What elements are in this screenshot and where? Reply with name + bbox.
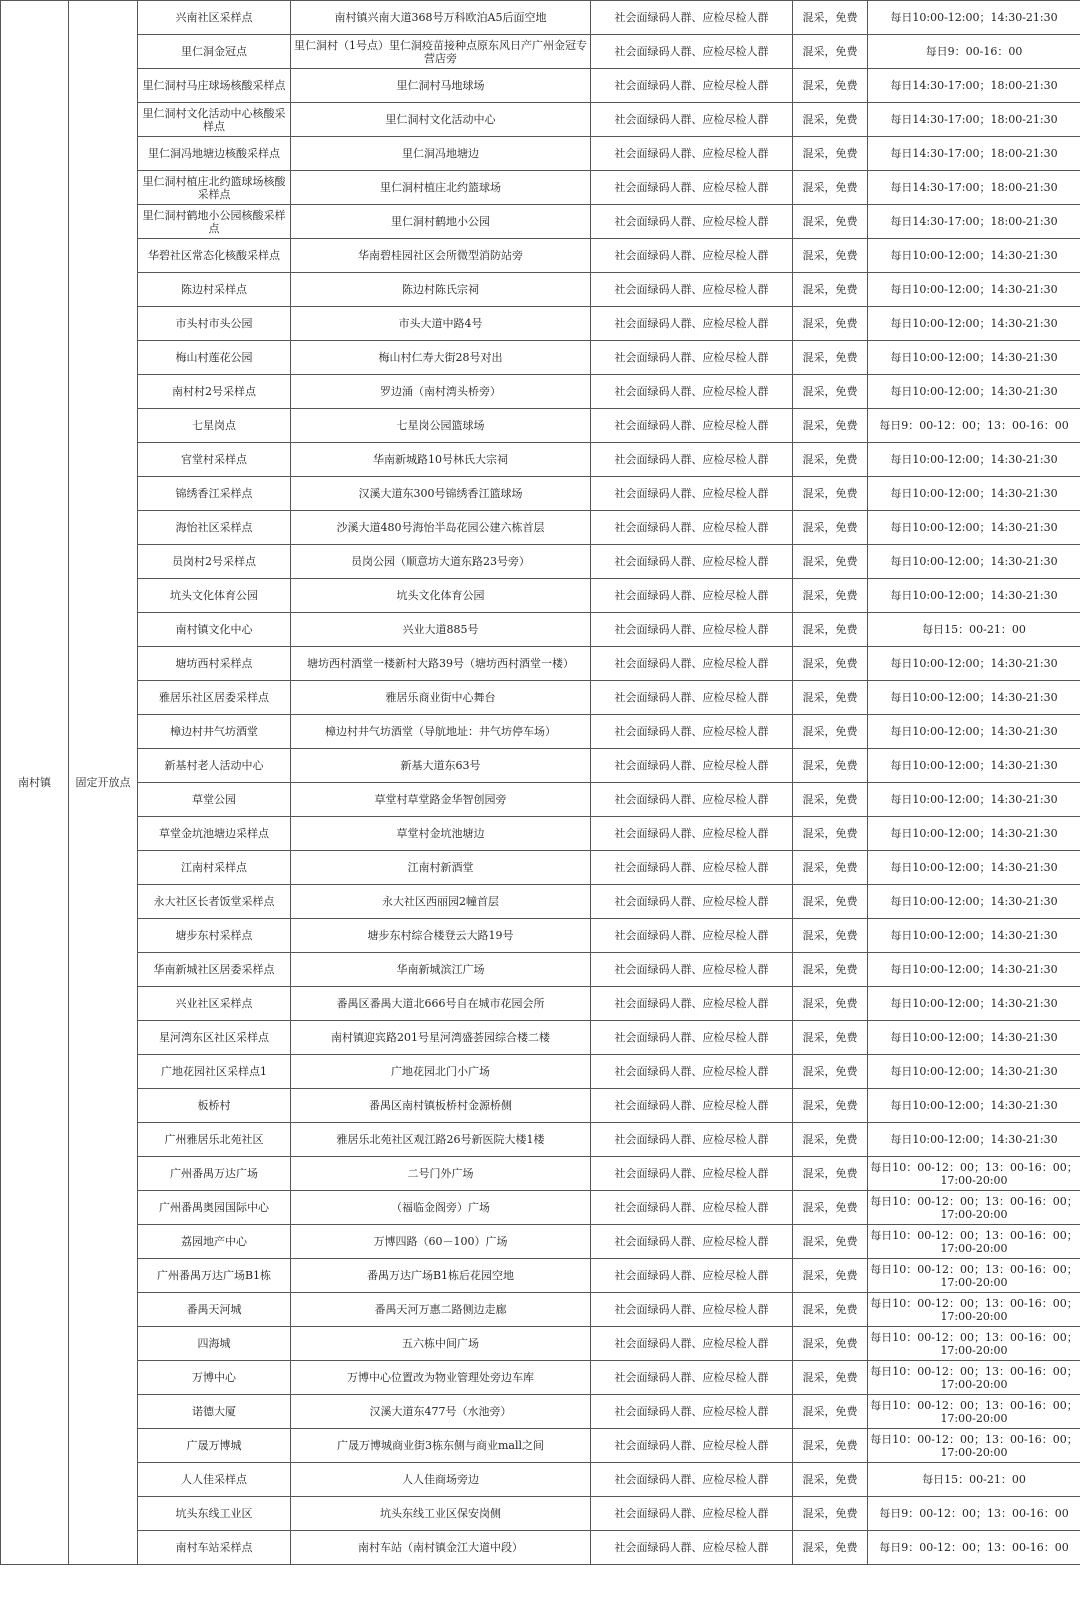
table-row xyxy=(1,1089,1080,1123)
table-row xyxy=(1,1463,1080,1497)
site-address-cell: 草堂村草堂路金华智创园旁 xyxy=(291,783,591,817)
target-crowd-cell: 社会面绿码人群、应检尽检人群 xyxy=(591,1,793,35)
opening-hours-cell: 每日10:00-12:00；14:30-21:30 xyxy=(868,239,1080,273)
site-address-cell: 永大社区西丽园2幢首层 xyxy=(291,885,591,919)
site-address-cell: 里仁洞冯地塘边 xyxy=(291,137,591,171)
target-crowd-cell: 社会面绿码人群、应检尽检人群 xyxy=(591,953,793,987)
sampling-method-cell: 混采，免费 xyxy=(793,987,868,1021)
target-crowd-cell: 社会面绿码人群、应检尽检人群 xyxy=(591,1225,793,1259)
site-name-cell: 广地花园社区采样点1 xyxy=(138,1055,291,1089)
site-name-cell: 里仁洞村马庄球场核酸采样点 xyxy=(138,69,291,103)
target-crowd-cell: 社会面绿码人群、应检尽检人群 xyxy=(591,477,793,511)
table-row xyxy=(1,1497,1080,1531)
opening-hours-cell: 每日10:00-12:00；14:30-21:30 xyxy=(868,1089,1080,1123)
target-crowd-cell: 社会面绿码人群、应检尽检人群 xyxy=(591,783,793,817)
target-crowd-cell: 社会面绿码人群、应检尽检人群 xyxy=(591,1089,793,1123)
sampling-method-cell: 混采，免费 xyxy=(793,545,868,579)
opening-hours-cell: 每日9：00-12：00；13：00-16：00 xyxy=(868,1531,1080,1565)
table-row xyxy=(1,647,1080,681)
site-name-cell: 塘步东村采样点 xyxy=(138,919,291,953)
target-crowd-cell: 社会面绿码人群、应检尽检人群 xyxy=(591,69,793,103)
site-name-cell: 坑头文化体育公园 xyxy=(138,579,291,613)
table-row xyxy=(1,613,1080,647)
site-address-cell: 雅居乐北苑社区观江路26号新医院大楼1楼 xyxy=(291,1123,591,1157)
opening-hours-cell: 每日10：00-12：00；13：00-16：00；17:00-20:00 xyxy=(868,1259,1080,1293)
sampling-method-cell: 混采，免费 xyxy=(793,1497,868,1531)
site-name-cell: 人人佳采样点 xyxy=(138,1463,291,1497)
sampling-method-cell: 混采，免费 xyxy=(793,783,868,817)
table-row xyxy=(1,1293,1080,1327)
site-name-cell: 华南新城社区居委采样点 xyxy=(138,953,291,987)
district-cell: 南村镇 xyxy=(1,1,69,1565)
site-address-cell: 里仁洞村植庄北约篮球场 xyxy=(291,171,591,205)
opening-hours-cell: 每日14:30-17:00；18:00-21:30 xyxy=(868,103,1080,137)
opening-hours-cell: 每日10:00-12:00；14:30-21:30 xyxy=(868,443,1080,477)
opening-hours-cell: 每日9：00-12：00；13：00-16：00 xyxy=(868,1497,1080,1531)
table-row xyxy=(1,579,1080,613)
table-row xyxy=(1,35,1080,69)
opening-hours-cell: 每日14:30-17:00；18:00-21:30 xyxy=(868,171,1080,205)
opening-hours-cell: 每日10:00-12:00；14:30-21:30 xyxy=(868,715,1080,749)
sampling-method-cell: 混采，免费 xyxy=(793,919,868,953)
sampling-method-cell: 混采，免费 xyxy=(793,749,868,783)
table-row xyxy=(1,239,1080,273)
site-name-cell: 里仁洞金冠点 xyxy=(138,35,291,69)
site-name-cell: 南村村2号采样点 xyxy=(138,375,291,409)
sampling-method-cell: 混采，免费 xyxy=(793,69,868,103)
target-crowd-cell: 社会面绿码人群、应检尽检人群 xyxy=(591,681,793,715)
site-address-cell: 江南村新酒堂 xyxy=(291,851,591,885)
opening-hours-cell: 每日10:00-12:00；14:30-21:30 xyxy=(868,579,1080,613)
site-address-cell: 番禺万达广场B1栋后花园空地 xyxy=(291,1259,591,1293)
site-name-cell: 塘坊西村采样点 xyxy=(138,647,291,681)
opening-hours-cell: 每日9：00-12：00；13：00-16：00 xyxy=(868,409,1080,443)
target-crowd-cell: 社会面绿码人群、应检尽检人群 xyxy=(591,647,793,681)
table-row xyxy=(1,477,1080,511)
site-name-cell: 雅居乐社区居委采样点 xyxy=(138,681,291,715)
site-address-cell: 坑头东线工业区保安岗侧 xyxy=(291,1497,591,1531)
table-row xyxy=(1,273,1080,307)
opening-hours-cell: 每日10:00-12:00；14:30-21:30 xyxy=(868,783,1080,817)
site-address-cell: 陈边村陈氏宗祠 xyxy=(291,273,591,307)
sampling-method-cell: 混采，免费 xyxy=(793,1327,868,1361)
target-crowd-cell: 社会面绿码人群、应检尽检人群 xyxy=(591,171,793,205)
site-address-cell: 罗边涌（南村湾头桥旁） xyxy=(291,375,591,409)
sampling-method-cell: 混采，免费 xyxy=(793,171,868,205)
target-crowd-cell: 社会面绿码人群、应检尽检人群 xyxy=(591,1191,793,1225)
sampling-method-cell: 混采，免费 xyxy=(793,1463,868,1497)
opening-hours-cell: 每日10:00-12:00；14:30-21:30 xyxy=(868,681,1080,715)
site-name-cell: 锦绣香江采样点 xyxy=(138,477,291,511)
target-crowd-cell: 社会面绿码人群、应检尽检人群 xyxy=(591,409,793,443)
opening-hours-cell: 每日10:00-12:00；14:30-21:30 xyxy=(868,375,1080,409)
target-crowd-cell: 社会面绿码人群、应检尽检人群 xyxy=(591,511,793,545)
site-address-cell: 员岗公园（顺意坊大道东路23号旁） xyxy=(291,545,591,579)
target-crowd-cell: 社会面绿码人群、应检尽检人群 xyxy=(591,35,793,69)
site-name-cell: 广州番禺万达广场B1栋 xyxy=(138,1259,291,1293)
site-name-cell: 兴南社区采样点 xyxy=(138,1,291,35)
site-name-cell: 南村车站采样点 xyxy=(138,1531,291,1565)
site-name-cell: 里仁洞村文化活动中心核酸采样点 xyxy=(138,103,291,137)
site-address-cell: 南村车站（南村镇金江大道中段） xyxy=(291,1531,591,1565)
sampling-method-cell: 混采，免费 xyxy=(793,477,868,511)
site-address-cell: 人人佳商场旁边 xyxy=(291,1463,591,1497)
opening-hours-cell: 每日10:00-12:00；14:30-21:30 xyxy=(868,749,1080,783)
opening-hours-cell: 每日10：00-12：00；13：00-16：00；17:00-20:00 xyxy=(868,1361,1080,1395)
opening-hours-cell: 每日10:00-12:00；14:30-21:30 xyxy=(868,1,1080,35)
sampling-method-cell: 混采，免费 xyxy=(793,681,868,715)
sampling-method-cell: 混采，免费 xyxy=(793,1259,868,1293)
site-address-cell: 塘坊西村酒堂一楼新村大路39号（塘坊西村酒堂一楼） xyxy=(291,647,591,681)
site-address-cell: 塘步东村综合楼登云大路19号 xyxy=(291,919,591,953)
sampling-method-cell: 混采，免费 xyxy=(793,443,868,477)
site-address-cell: 番禺区番禺大道北666号自在城市花园会所 xyxy=(291,987,591,1021)
target-crowd-cell: 社会面绿码人群、应检尽检人群 xyxy=(591,1021,793,1055)
table-row xyxy=(1,1225,1080,1259)
table-row xyxy=(1,1123,1080,1157)
site-name-cell: 万博中心 xyxy=(138,1361,291,1395)
site-address-cell: 坑头文化体育公园 xyxy=(291,579,591,613)
site-address-cell: 梅山村仁寿大街28号对出 xyxy=(291,341,591,375)
table-row xyxy=(1,1531,1080,1565)
target-crowd-cell: 社会面绿码人群、应检尽检人群 xyxy=(591,307,793,341)
site-name-cell: 番禺天河城 xyxy=(138,1293,291,1327)
table-row xyxy=(1,817,1080,851)
opening-hours-cell: 每日10：00-12：00；13：00-16：00；17:00-20:00 xyxy=(868,1191,1080,1225)
site-name-cell: 荔园地产中心 xyxy=(138,1225,291,1259)
site-name-cell: 草堂金坑池塘边采样点 xyxy=(138,817,291,851)
target-crowd-cell: 社会面绿码人群、应检尽检人群 xyxy=(591,1429,793,1463)
opening-hours-cell: 每日14:30-17:00；18:00-21:30 xyxy=(868,137,1080,171)
target-crowd-cell: 社会面绿码人群、应检尽检人群 xyxy=(591,987,793,1021)
site-name-cell: 华碧社区常态化核酸采样点 xyxy=(138,239,291,273)
table-row xyxy=(1,953,1080,987)
sampling-method-cell: 混采，免费 xyxy=(793,851,868,885)
site-name-cell: 坑头东线工业区 xyxy=(138,1497,291,1531)
opening-hours-cell: 每日10:00-12:00；14:30-21:30 xyxy=(868,885,1080,919)
opening-hours-cell: 每日10:00-12:00；14:30-21:30 xyxy=(868,647,1080,681)
table-body xyxy=(1,1,1080,1565)
site-address-cell: 华南新城滨江广场 xyxy=(291,953,591,987)
site-address-cell: 市头大道中路4号 xyxy=(291,307,591,341)
opening-hours-cell: 每日15：00-21：00 xyxy=(868,613,1080,647)
table-row xyxy=(1,1157,1080,1191)
sampling-method-cell: 混采，免费 xyxy=(793,1225,868,1259)
site-address-cell: 草堂村金坑池塘边 xyxy=(291,817,591,851)
table-row xyxy=(1,1395,1080,1429)
site-address-cell: 新基大道东63号 xyxy=(291,749,591,783)
target-crowd-cell: 社会面绿码人群、应检尽检人群 xyxy=(591,273,793,307)
sampling-method-cell: 混采，免费 xyxy=(793,375,868,409)
site-name-cell: 里仁洞冯地塘边核酸采样点 xyxy=(138,137,291,171)
target-crowd-cell: 社会面绿码人群、应检尽检人群 xyxy=(591,1055,793,1089)
target-crowd-cell: 社会面绿码人群、应检尽检人群 xyxy=(591,1395,793,1429)
sampling-method-cell: 混采，免费 xyxy=(793,307,868,341)
site-name-cell: 诺德大厦 xyxy=(138,1395,291,1429)
sampling-method-cell: 混采，免费 xyxy=(793,1191,868,1225)
opening-hours-cell: 每日14:30-17:00；18:00-21:30 xyxy=(868,69,1080,103)
sampling-method-cell: 混采，免费 xyxy=(793,647,868,681)
table-row xyxy=(1,1327,1080,1361)
target-crowd-cell: 社会面绿码人群、应检尽检人群 xyxy=(591,1157,793,1191)
site-name-cell: 江南村采样点 xyxy=(138,851,291,885)
table-row xyxy=(1,681,1080,715)
sampling-method-cell: 混采，免费 xyxy=(793,1021,868,1055)
sampling-method-cell: 混采，免费 xyxy=(793,1089,868,1123)
target-crowd-cell: 社会面绿码人群、应检尽检人群 xyxy=(591,1531,793,1565)
opening-hours-cell: 每日10：00-12：00；13：00-16：00；17:00-20:00 xyxy=(868,1293,1080,1327)
table-row xyxy=(1,1,1080,35)
sampling-method-cell: 混采，免费 xyxy=(793,511,868,545)
target-crowd-cell: 社会面绿码人群、应检尽检人群 xyxy=(591,1361,793,1395)
target-crowd-cell: 社会面绿码人群、应检尽检人群 xyxy=(591,885,793,919)
site-address-cell: 沙溪大道480号海怡半岛花园公建六栋首层 xyxy=(291,511,591,545)
opening-hours-cell: 每日10：00-12：00；13：00-16：00；17:00-20:00 xyxy=(868,1429,1080,1463)
site-name-cell: 梅山村莲花公园 xyxy=(138,341,291,375)
site-address-cell: 里仁洞村鹤地小公园 xyxy=(291,205,591,239)
opening-hours-cell: 每日10:00-12:00；14:30-21:30 xyxy=(868,511,1080,545)
target-crowd-cell: 社会面绿码人群、应检尽检人群 xyxy=(591,579,793,613)
sampling-method-cell: 混采，免费 xyxy=(793,953,868,987)
target-crowd-cell: 社会面绿码人群、应检尽检人群 xyxy=(591,1327,793,1361)
target-crowd-cell: 社会面绿码人群、应检尽检人群 xyxy=(591,919,793,953)
sampling-method-cell: 混采，免费 xyxy=(793,1395,868,1429)
sampling-method-cell: 混采，免费 xyxy=(793,273,868,307)
table-row xyxy=(1,545,1080,579)
table-row xyxy=(1,1429,1080,1463)
site-address-cell: 里仁洞村文化活动中心 xyxy=(291,103,591,137)
site-address-cell: 南村镇迎宾路201号星河湾盛荟园综合楼二楼 xyxy=(291,1021,591,1055)
target-crowd-cell: 社会面绿码人群、应检尽检人群 xyxy=(591,443,793,477)
site-address-cell: 七星岗公园篮球场 xyxy=(291,409,591,443)
target-crowd-cell: 社会面绿码人群、应检尽检人群 xyxy=(591,341,793,375)
site-name-cell: 广州雅居乐北苑社区 xyxy=(138,1123,291,1157)
site-name-cell: 永大社区长者饭堂采样点 xyxy=(138,885,291,919)
site-address-cell: 五六栋中间广场 xyxy=(291,1327,591,1361)
site-address-cell: 万博中心位置改为物业管理处旁边车库 xyxy=(291,1361,591,1395)
site-name-cell: 广州番禺万达广场 xyxy=(138,1157,291,1191)
site-name-cell: 板桥村 xyxy=(138,1089,291,1123)
sampling-method-cell: 混采，免费 xyxy=(793,1293,868,1327)
sampling-method-cell: 混采，免费 xyxy=(793,1361,868,1395)
table-row xyxy=(1,511,1080,545)
site-name-cell: 海怡社区采样点 xyxy=(138,511,291,545)
sampling-method-cell: 混采，免费 xyxy=(793,1429,868,1463)
sampling-method-cell: 混采，免费 xyxy=(793,205,868,239)
opening-hours-cell: 每日10:00-12:00；14:30-21:30 xyxy=(868,817,1080,851)
sampling-method-cell: 混采，免费 xyxy=(793,613,868,647)
site-address-cell: 番禺区南村镇板桥村金源桥侧 xyxy=(291,1089,591,1123)
opening-hours-cell: 每日10:00-12:00；14:30-21:30 xyxy=(868,953,1080,987)
table-row xyxy=(1,171,1080,205)
site-address-cell: 广地花园北门小广场 xyxy=(291,1055,591,1089)
site-name-cell: 新基村老人活动中心 xyxy=(138,749,291,783)
site-name-cell: 市头村市头公园 xyxy=(138,307,291,341)
table-row xyxy=(1,715,1080,749)
target-crowd-cell: 社会面绿码人群、应检尽检人群 xyxy=(591,851,793,885)
opening-hours-cell: 每日10:00-12:00；14:30-21:30 xyxy=(868,307,1080,341)
opening-hours-cell: 每日10:00-12:00；14:30-21:30 xyxy=(868,919,1080,953)
site-name-cell: 四海城 xyxy=(138,1327,291,1361)
table-row xyxy=(1,1259,1080,1293)
table-row xyxy=(1,885,1080,919)
opening-hours-cell: 每日10：00-12：00；13：00-16：00；17:00-20:00 xyxy=(868,1157,1080,1191)
target-crowd-cell: 社会面绿码人群、应检尽检人群 xyxy=(591,613,793,647)
sampling-method-cell: 混采，免费 xyxy=(793,409,868,443)
sampling-method-cell: 混采，免费 xyxy=(793,1157,868,1191)
sampling-method-cell: 混采，免费 xyxy=(793,239,868,273)
opening-hours-cell: 每日10：00-12：00；13：00-16：00；17:00-20:00 xyxy=(868,1225,1080,1259)
opening-hours-cell: 每日10:00-12:00；14:30-21:30 xyxy=(868,545,1080,579)
target-crowd-cell: 社会面绿码人群、应检尽检人群 xyxy=(591,137,793,171)
table-row xyxy=(1,137,1080,171)
sampling-method-cell: 混采，免费 xyxy=(793,1055,868,1089)
table-row xyxy=(1,783,1080,817)
site-name-cell: 里仁洞村植庄北约篮球场核酸采样点 xyxy=(138,171,291,205)
sampling-method-cell: 混采，免费 xyxy=(793,579,868,613)
sampling-method-cell: 混采，免费 xyxy=(793,715,868,749)
sampling-method-cell: 混采，免费 xyxy=(793,35,868,69)
site-address-cell: 里仁洞村马地球场 xyxy=(291,69,591,103)
table-row xyxy=(1,919,1080,953)
site-name-cell: 兴业社区采样点 xyxy=(138,987,291,1021)
target-crowd-cell: 社会面绿码人群、应检尽检人群 xyxy=(591,749,793,783)
opening-hours-cell: 每日14:30-17:00；18:00-21:30 xyxy=(868,205,1080,239)
target-crowd-cell: 社会面绿码人群、应检尽检人群 xyxy=(591,545,793,579)
site-address-cell: 广晟万博城商业街3栋东侧与商业mall之间 xyxy=(291,1429,591,1463)
target-crowd-cell: 社会面绿码人群、应检尽检人群 xyxy=(591,103,793,137)
site-address-cell: （福临金阁旁）广场 xyxy=(291,1191,591,1225)
target-crowd-cell: 社会面绿码人群、应检尽检人群 xyxy=(591,375,793,409)
table-row xyxy=(1,443,1080,477)
sampling-method-cell: 混采，免费 xyxy=(793,341,868,375)
site-address-cell: 番禺天河万惠二路侧边走廊 xyxy=(291,1293,591,1327)
table-row xyxy=(1,409,1080,443)
opening-hours-cell: 每日10:00-12:00；14:30-21:30 xyxy=(868,341,1080,375)
target-crowd-cell: 社会面绿码人群、应检尽检人群 xyxy=(591,1259,793,1293)
site-address-cell: 万博四路（60－100）广场 xyxy=(291,1225,591,1259)
opening-hours-cell: 每日15：00-21：00 xyxy=(868,1463,1080,1497)
site-address-cell: 汉溪大道东477号（水池旁） xyxy=(291,1395,591,1429)
sampling-method-cell: 混采，免费 xyxy=(793,885,868,919)
sampling-method-cell: 混采，免费 xyxy=(793,817,868,851)
opening-hours-cell: 每日10:00-12:00；14:30-21:30 xyxy=(868,1123,1080,1157)
site-address-cell: 南村镇兴南大道368号万科欧泊A5后面空地 xyxy=(291,1,591,35)
target-crowd-cell: 社会面绿码人群、应检尽检人群 xyxy=(591,1293,793,1327)
opening-hours-cell: 每日10:00-12:00；14:30-21:30 xyxy=(868,477,1080,511)
site-address-cell: 华南新城路10号林氏大宗祠 xyxy=(291,443,591,477)
sampling-method-cell: 混采，免费 xyxy=(793,137,868,171)
table-row xyxy=(1,1055,1080,1089)
table-row xyxy=(1,851,1080,885)
opening-hours-cell: 每日10:00-12:00；14:30-21:30 xyxy=(868,851,1080,885)
site-address-cell: 樟边村井气坊酒堂（导航地址：井气坊停车场） xyxy=(291,715,591,749)
site-name-cell: 广州番禺奥园国际中心 xyxy=(138,1191,291,1225)
site-address-cell: 汉溪大道东300号锦绣香江篮球场 xyxy=(291,477,591,511)
site-name-cell: 员岗村2号采样点 xyxy=(138,545,291,579)
site-name-cell: 陈边村采样点 xyxy=(138,273,291,307)
table-row xyxy=(1,307,1080,341)
site-type-cell: 固定开放点 xyxy=(69,1,138,1565)
site-name-cell: 里仁洞村鹤地小公园核酸采样点 xyxy=(138,205,291,239)
site-name-cell: 官堂村采样点 xyxy=(138,443,291,477)
target-crowd-cell: 社会面绿码人群、应检尽检人群 xyxy=(591,1123,793,1157)
site-name-cell: 广晟万博城 xyxy=(138,1429,291,1463)
table-row xyxy=(1,375,1080,409)
site-name-cell: 南村镇文化中心 xyxy=(138,613,291,647)
table-row xyxy=(1,1021,1080,1055)
site-address-cell: 华南碧桂园社区会所微型消防站旁 xyxy=(291,239,591,273)
opening-hours-cell: 每日10:00-12:00；14:30-21:30 xyxy=(868,1021,1080,1055)
opening-hours-cell: 每日10：00-12：00；13：00-16：00；17:00-20:00 xyxy=(868,1327,1080,1361)
opening-hours-cell: 每日10:00-12:00；14:30-21:30 xyxy=(868,987,1080,1021)
target-crowd-cell: 社会面绿码人群、应检尽检人群 xyxy=(591,715,793,749)
table-row xyxy=(1,1191,1080,1225)
table-row xyxy=(1,1361,1080,1395)
target-crowd-cell: 社会面绿码人群、应检尽检人群 xyxy=(591,817,793,851)
table-row xyxy=(1,205,1080,239)
table-row xyxy=(1,103,1080,137)
site-address-cell: 雅居乐商业街中心舞台 xyxy=(291,681,591,715)
site-name-cell: 星河湾东区社区采样点 xyxy=(138,1021,291,1055)
site-address-cell: 兴业大道885号 xyxy=(291,613,591,647)
site-name-cell: 七星岗点 xyxy=(138,409,291,443)
sampling-method-cell: 混采，免费 xyxy=(793,1123,868,1157)
target-crowd-cell: 社会面绿码人群、应检尽检人群 xyxy=(591,239,793,273)
target-crowd-cell: 社会面绿码人群、应检尽检人群 xyxy=(591,205,793,239)
sampling-method-cell: 混采，免费 xyxy=(793,1,868,35)
opening-hours-cell: 每日10:00-12:00；14:30-21:30 xyxy=(868,273,1080,307)
table-row xyxy=(1,749,1080,783)
site-address-cell: 二号门外广场 xyxy=(291,1157,591,1191)
opening-hours-cell: 每日9：00-16：00 xyxy=(868,35,1080,69)
sampling-method-cell: 混采，免费 xyxy=(793,103,868,137)
opening-hours-cell: 每日10：00-12：00；13：00-16：00；17:00-20:00 xyxy=(868,1395,1080,1429)
table-row xyxy=(1,341,1080,375)
site-name-cell: 樟边村井气坊酒堂 xyxy=(138,715,291,749)
target-crowd-cell: 社会面绿码人群、应检尽检人群 xyxy=(591,1463,793,1497)
sampling-method-cell: 混采，免费 xyxy=(793,1531,868,1565)
site-name-cell: 草堂公园 xyxy=(138,783,291,817)
table-row xyxy=(1,69,1080,103)
table-row xyxy=(1,987,1080,1021)
opening-hours-cell: 每日10:00-12:00；14:30-21:30 xyxy=(868,1055,1080,1089)
target-crowd-cell: 社会面绿码人群、应检尽检人群 xyxy=(591,1497,793,1531)
site-address-cell: 里仁洞村（1号点）里仁洞疫苗接种点原东风日产广州金冠专营店旁 xyxy=(291,35,591,69)
